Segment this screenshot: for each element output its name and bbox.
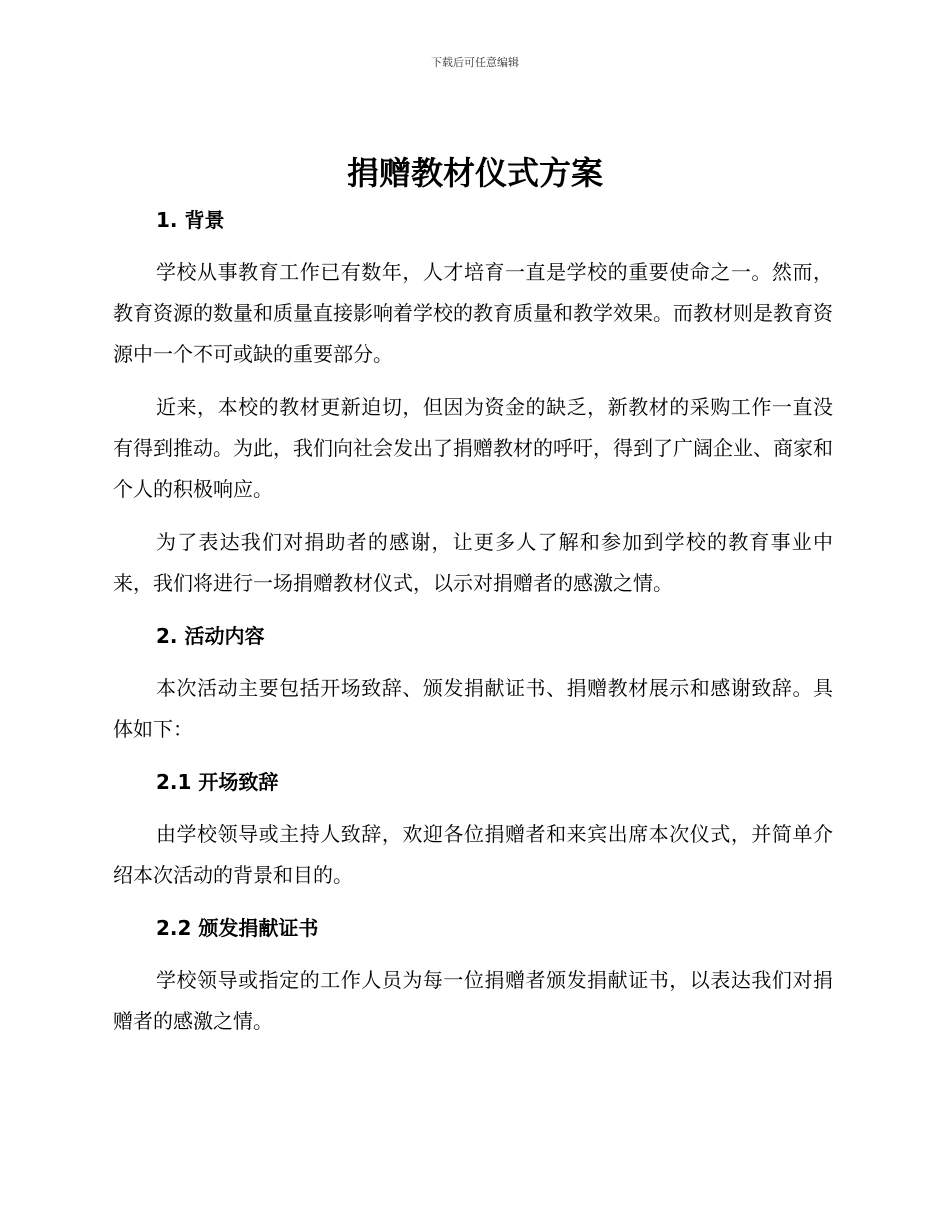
section-heading-background: 1. 背景 [156, 208, 225, 232]
subsection-heading-certificate: 2.2 颁发捐献证书 [156, 916, 319, 940]
document-title: 捐赠教材仪式方案 [346, 154, 603, 192]
paragraph: 本次活动主要包括开场致辞、颁发捐献证书、捐赠教材展示和感谢致辞。具体如下： [113, 676, 833, 741]
paragraph: 学校领导或指定的工作人员为每一位捐赠者颁发捐献证书，以表达我们对捐赠者的感激之情。 [113, 968, 833, 1033]
paragraph: 为了表达我们对捐助者的感谢，让更多人了解和参加到学校的教育事业中来，我们将进行一场捐赠教材仪式，以示对捐赠者的感激之情。 [113, 530, 833, 595]
section-heading-activity: 2. 活动内容 [156, 624, 265, 648]
document-body [113, 200, 833, 1042]
paragraph: 由学校领导或主持人致辞，欢迎各位捐赠者和来宾出席本次仪式，并简单介绍本次活动的背景和目的。 [113, 822, 833, 887]
header-note: 下载后可任意编辑 [431, 56, 519, 69]
paragraph: 学校从事教育工作已有数年，人才培育一直是学校的重要使命之一。然而，教育资源的数量和质量直接影响着学校的教育质量和教学效果。而教材则是教育资源中一个不可或缺的重要部分。 [113, 260, 833, 366]
paragraph: 近来，本校的教材更新迫切，但因为资金的缺乏，新教材的采购工作一直没有得到推动。为此，我们向社会发出了捐赠教材的呼吁，得到了广阔企业、商家和个人的积极响应。 [113, 395, 833, 501]
subsection-heading-opening: 2.1 开场致辞 [156, 770, 279, 794]
